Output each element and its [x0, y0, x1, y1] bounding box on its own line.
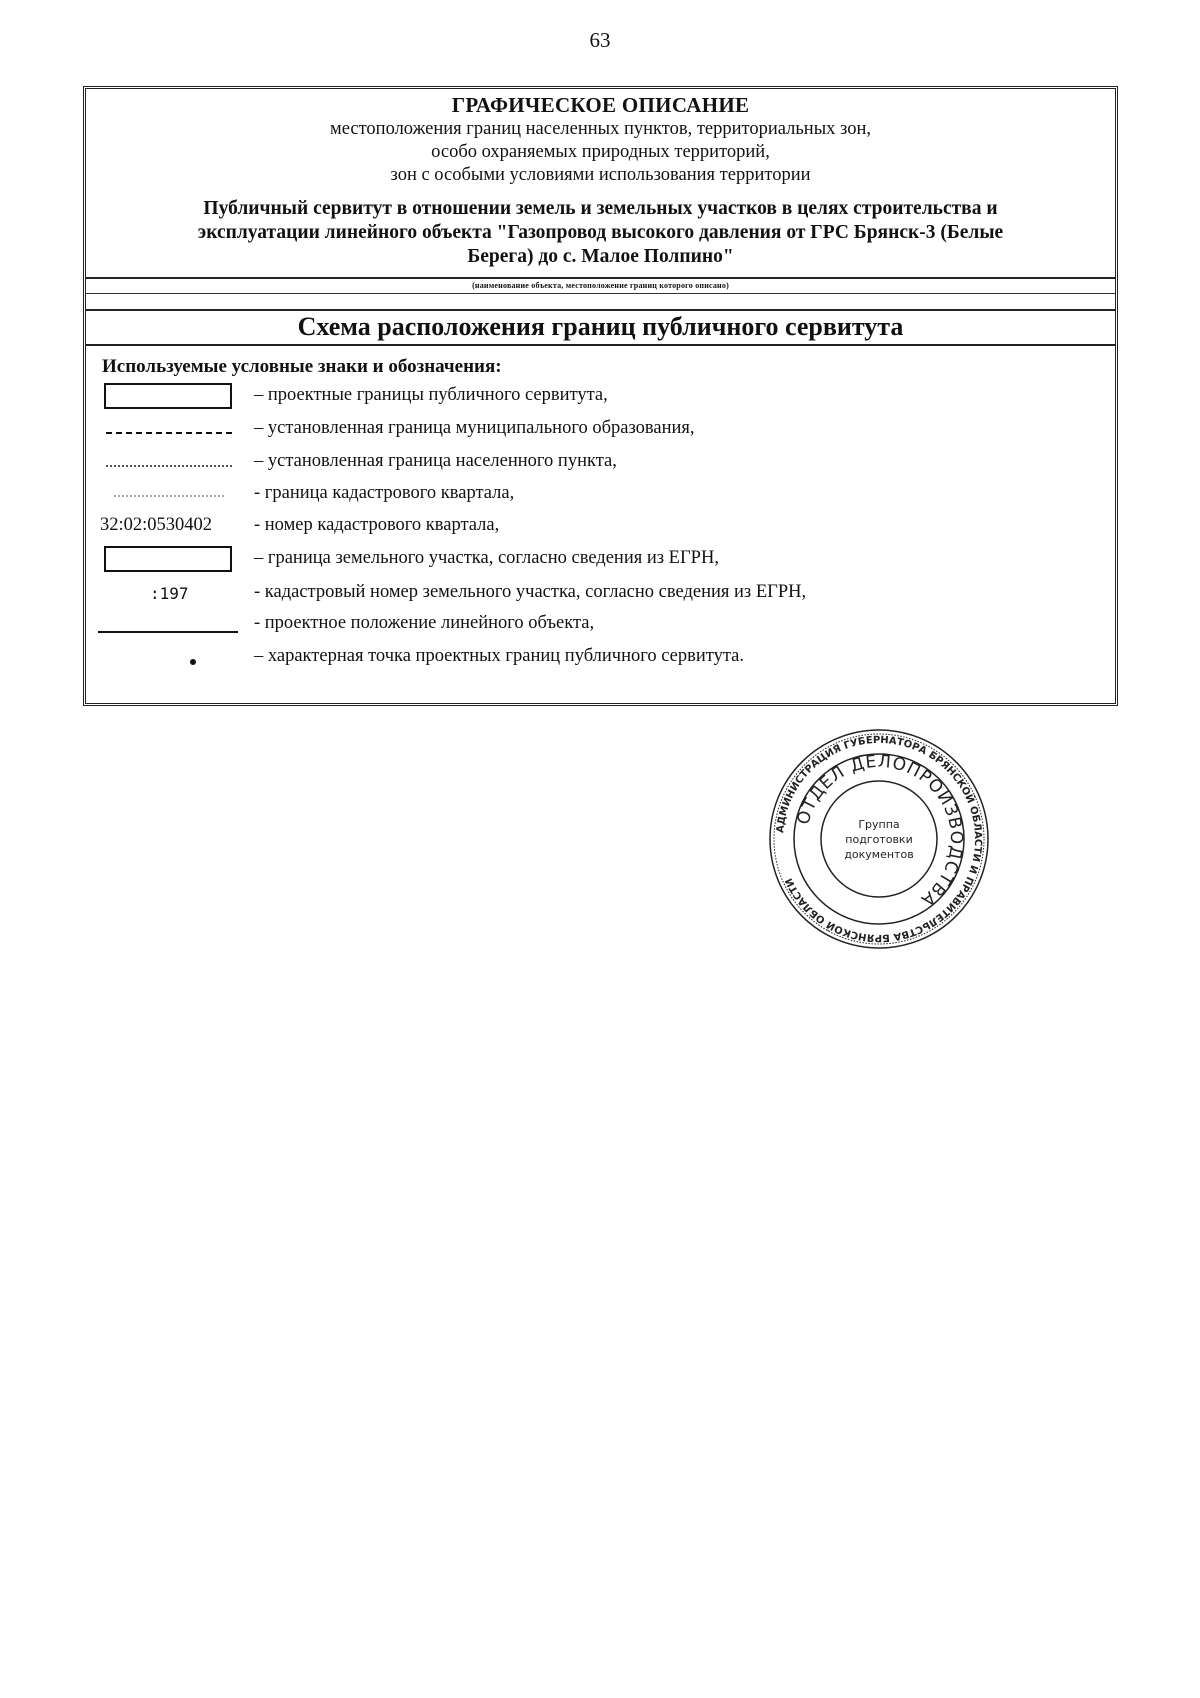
- legend-item: [86, 609, 1115, 639]
- parcel-number-label-symbol: [104, 578, 234, 608]
- legend-item-text: - кадастровый номер земельного участка, согласно сведения из ЕГРН,: [254, 582, 807, 602]
- legend-item: [86, 544, 1115, 574]
- cadastral-block-label-symbol: [100, 511, 234, 541]
- cadastral-block-label: 32:02:0530402: [100, 515, 213, 535]
- document-frame: [83, 86, 1118, 706]
- point-symbol: [104, 642, 234, 672]
- legend-item-text: – проектные границы публичного сервитута,: [254, 385, 608, 405]
- legend-item: [86, 381, 1115, 411]
- divider: [86, 309, 1115, 311]
- legend-item: [86, 642, 1115, 672]
- legend-item-text: – граница земельного участка, согласно сведения из ЕГРН,: [254, 548, 719, 568]
- legend-item-text: – установленная граница муниципального образования,: [254, 418, 695, 438]
- document-header: [86, 89, 1115, 269]
- divider: [86, 277, 1115, 279]
- legend-item-text: - проектное положение линейного объекта,: [254, 613, 595, 633]
- object-title-line: Берега) до с. Малое Полпино": [467, 246, 734, 267]
- legend-item-text: - номер кадастрового квартала,: [254, 515, 500, 535]
- legend-item: [86, 479, 1115, 509]
- sparse-dot-line-symbol: [104, 479, 234, 509]
- legend-item: [86, 578, 1115, 608]
- legend-item-text: - граница кадастрового квартала,: [254, 483, 515, 503]
- object-title: [108, 197, 1093, 269]
- dashed-line-symbol: [104, 414, 234, 444]
- parcel-number-label: :197: [150, 584, 189, 603]
- legend-item: [86, 414, 1115, 444]
- object-caption: (наименование объекта, местоположение границ которого описано): [472, 281, 729, 290]
- dotted-line-symbol: [104, 447, 234, 477]
- stamp-inner-ring-text: ОТДЕЛ ДЕЛОПРОИЗВОДСТВА: [793, 751, 967, 911]
- heading-subline: местоположения границ населенных пунктов, территориальных зон,: [329, 119, 871, 139]
- legend-item: [86, 447, 1115, 477]
- stamp-center-line: Группа: [858, 818, 900, 831]
- object-title-line: Публичный сервитут в отношении земель и земельных участков в целях строительства и: [203, 198, 998, 219]
- stamp-center-line: документов: [844, 848, 914, 861]
- stamp-center-line: подготовки: [845, 833, 913, 846]
- boundary-box-symbol: [104, 381, 234, 411]
- legend-item-text: – характерная точка проектных границ публичного сервитута.: [254, 646, 745, 666]
- object-title-line: эксплуатации линейного объекта "Газопровод высокого давления от ГРС Брянск-3 (Белые: [197, 222, 1004, 243]
- divider: [86, 344, 1115, 346]
- solid-line-symbol: [104, 609, 234, 639]
- legend-item-text: – установленная граница населенного пункта,: [254, 451, 617, 471]
- document-heading: ГРАФИЧЕСКОЕ ОПИСАНИЕ: [451, 93, 750, 117]
- divider: [86, 293, 1115, 294]
- stamp-ring-text: АДМИНИСТРАЦИЯ ГУБЕРНАТОРА БРЯНСКОЙ ОБЛАСТИ И ПРАВИТЕЛЬСТВА БРЯНСКОЙ ОБЛАСТИ: [775, 734, 984, 944]
- official-stamp: [768, 728, 990, 950]
- scheme-title: Схема расположения границ публичного сервитута: [297, 312, 904, 341]
- page-number: 63: [589, 28, 611, 52]
- heading-subline: особо охраняемых природных территорий,: [431, 142, 770, 162]
- parcel-box-symbol: [104, 544, 234, 574]
- heading-subline: зон с особыми условиями использования территории: [390, 165, 811, 185]
- legend-item: [86, 511, 1115, 541]
- legend-title: Используемые условные знаки и обозначения:: [102, 356, 502, 377]
